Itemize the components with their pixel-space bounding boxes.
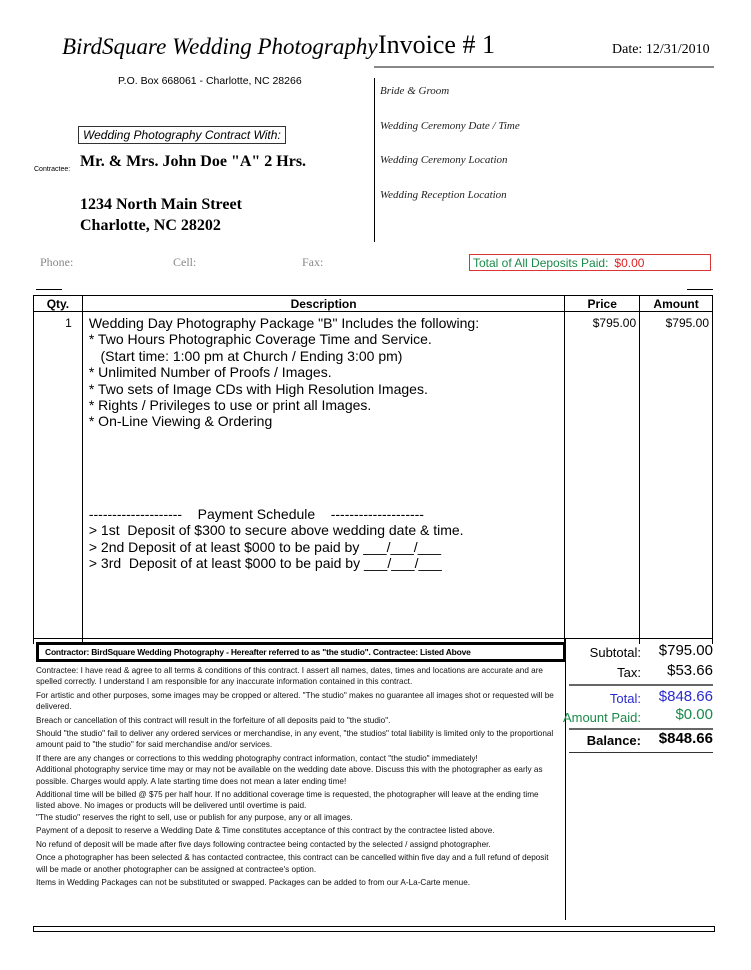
deposits-label: Total of All Deposits Paid: <box>473 256 609 270</box>
row-qty: 1 <box>34 312 83 645</box>
line-items-table <box>33 295 713 644</box>
term: For artistic and other purposes, some images may be cropped or altered. "The studio" makes no guarantee all images shot or requested will be delivered. <box>36 690 554 712</box>
term: If there are any changes or corrections to this wedding photography contract information, contact "the studio" immediately! <box>36 753 478 763</box>
divider <box>687 289 713 290</box>
term: Additional time will be billed @ $75 per half hour. If no additional coverage time is requested, the photographer will leave at the ending time listed above. No images or products will be delivered until overtime is paid. <box>36 790 539 811</box>
term: Contractee: I have read & agree to all terms & conditions of this contract. I assert all names, dates, times and locations are accurate and are spelled correctly. I understand I am responsible for any inaccurate information contained in this contract. <box>36 666 543 687</box>
tax-label: Tax: <box>617 665 641 680</box>
subtotal-row <box>566 642 713 662</box>
contract-with-label: Wedding Photography Contract With: <box>78 126 286 144</box>
term: Items in Wedding Packages can not be substituted or swapped. Packages can be added to from our A-La-Carte menue. <box>36 877 471 887</box>
amount-paid-row <box>562 706 713 726</box>
total-value: $848.66 <box>658 688 713 705</box>
schedule-line: > 2nd Deposit of at least $000 to be paid by ___/___/___ <box>88 538 442 555</box>
term: Payment of a deposit to reserve a Wedding Date & Time constitutes acceptance of this contract by the contractee listed above. <box>36 826 495 836</box>
tax-value: $53.66 <box>667 662 713 679</box>
city: Charlotte, NC 28202 <box>80 217 221 234</box>
desc-line: * Two sets of Image CDs with High Resolution Images. <box>88 380 428 397</box>
subtotal-value: $795.00 <box>658 642 713 659</box>
term: Breach or cancellation of this contract will result in the forfeiture of all deposits paid to "the studio". <box>36 715 391 725</box>
divider <box>569 752 713 753</box>
term: No refund of deposit will be made after five days following contractee being contacted by the selected / assignd photographer. <box>36 839 491 849</box>
divider <box>33 638 713 639</box>
contractee-name: Mr. & Mrs. John Doe "A" 2 Hrs. <box>80 153 307 170</box>
total-label: Total: <box>609 691 641 706</box>
term: "The studio" reserves the right to sell, use or publish for any purpose, any or all images. <box>36 812 353 822</box>
schedule-line: > 1st Deposit of $300 to secure above wedding date & time. <box>88 522 464 539</box>
balance-label: Balance: <box>586 733 641 748</box>
tax-row <box>566 662 713 682</box>
schedule-heading: -------------------- Payment Schedule -------------------- <box>88 505 424 522</box>
amount-paid-value: $0.00 <box>675 706 713 723</box>
total-row <box>566 688 713 708</box>
desc-line: Wedding Day Photography Package "B" Includes the following: <box>88 315 480 331</box>
deposits-value: $0.00 <box>614 256 645 270</box>
header-price: Price <box>565 296 640 312</box>
desc-line: * Rights / Privileges to use or print all Images. <box>88 397 372 414</box>
row-price: $795.00 <box>565 312 640 645</box>
header-description: Description <box>82 296 564 312</box>
field-ceremony-location: Wedding Ceremony Location <box>380 154 508 166</box>
term: Once a photographer has been selected & has contacted contractee, this contract can be cancelled within five day and a full refund of deposit will be made or another photographer can be assigned at contractee's option. <box>36 853 549 874</box>
table-row <box>34 312 713 645</box>
desc-line: * Two Hours Photographic Coverage Time and Service. <box>88 331 432 348</box>
balance-value: $848.66 <box>658 730 713 747</box>
footer-border <box>33 926 715 932</box>
fax-label: Fax: <box>302 255 324 269</box>
amount-paid-label: Amount Paid: <box>562 710 641 725</box>
row-amount: $795.00 <box>640 312 713 645</box>
desc-line: * Unlimited Number of Proofs / Images. <box>88 364 332 381</box>
schedule-line: > 3rd Deposit of at least $000 to be paid by ___/___/___ <box>88 555 442 572</box>
term: Should "the studio" fail to deliver any ordered services or merchandise, in any event, "the studios" total liability is limited only to the proportional amount paid to "the studio" for said merchandise and/or services. <box>36 729 554 750</box>
deposits-box <box>469 254 711 271</box>
header-qty: Qty. <box>34 296 83 312</box>
cell-label: Cell: <box>173 255 197 269</box>
header-amount: Amount <box>640 296 713 312</box>
table-header <box>34 296 713 312</box>
field-bride-groom: Bride & Groom <box>380 85 450 97</box>
desc-line: (Start time: 1:00 pm at Church / Ending 3:00 pm) <box>88 347 403 364</box>
divider <box>36 289 62 290</box>
phone-label: Phone: <box>40 255 74 269</box>
term: Additional photography service time may or may not be available on the wedding date above. Discuss this with the photographer as early as possible. Charges would apply. A late starting time does not mean a later ending time! <box>36 765 543 786</box>
terms-and-conditions <box>36 665 554 890</box>
divider <box>374 66 714 68</box>
company-logo: BirdSquare Wedding Photography <box>62 34 378 59</box>
contractee-address <box>80 194 242 236</box>
divider <box>374 78 375 242</box>
field-ceremony-date: Wedding Ceremony Date / Time <box>380 120 520 132</box>
balance-row <box>566 730 713 750</box>
divider <box>569 684 713 686</box>
invoice-number: Invoice # 1 <box>378 30 495 59</box>
invoice-date: Date: 12/31/2010 <box>612 42 710 57</box>
desc-line: * On-Line Viewing & Ordering <box>88 413 273 430</box>
field-reception-location: Wedding Reception Location <box>380 189 507 201</box>
contractee-label: Contractee: <box>34 166 71 173</box>
contractor-banner: Contractor: BirdSquare Wedding Photography - Hereafter referred to as "the studio". Contractee: Listed Above <box>36 642 566 662</box>
company-address: P.O. Box 668061 - Charlotte, NC 28266 <box>118 75 302 87</box>
row-description <box>82 312 564 645</box>
subtotal-label: Subtotal: <box>589 645 641 660</box>
street: 1234 North Main Street <box>80 196 242 213</box>
